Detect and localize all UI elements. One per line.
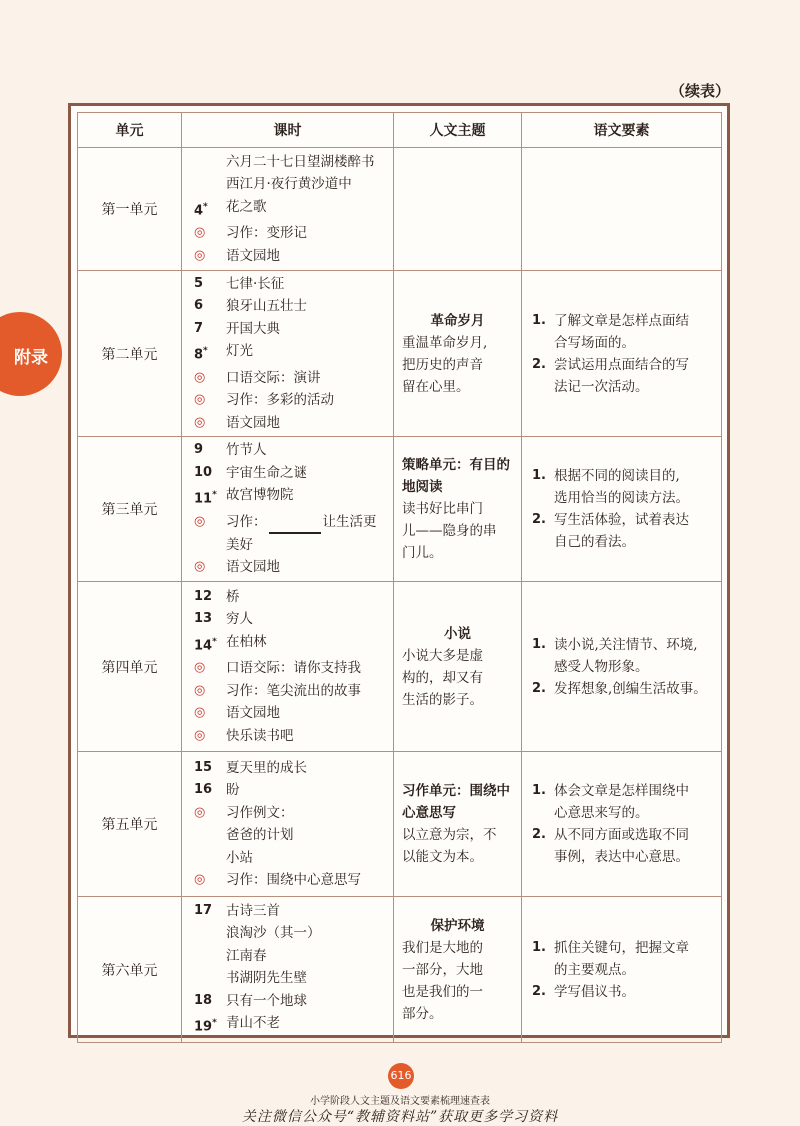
circle-marker-icon: ◎ (194, 705, 206, 721)
lessons-cell (182, 148, 394, 271)
elements-cell (522, 752, 722, 897)
lesson-title: 桥 (226, 588, 240, 605)
lesson-number (194, 534, 226, 557)
element-line: 自己的看法。 (554, 534, 635, 550)
lesson-title: 六月二十七日望湖楼醉书 (226, 153, 375, 170)
lesson-number (194, 631, 226, 658)
element-line: 体会文章是怎样围绕中 (554, 783, 689, 799)
lesson-title: 语文园地 (226, 247, 280, 264)
page-number-badge: 616 (388, 1063, 414, 1089)
optional-lesson-star-icon: * (203, 346, 208, 357)
lesson-item (194, 196, 387, 223)
lesson-item (194, 802, 387, 825)
lesson-title: 古诗三首 (226, 902, 280, 919)
lessons-cell (182, 271, 394, 437)
lessons-cell (182, 752, 394, 897)
theme-cell (394, 582, 522, 752)
lesson-number (194, 824, 226, 847)
theme-cell (394, 271, 522, 437)
lesson-title: 习作例文： (226, 804, 294, 821)
optional-lesson-star-icon: * (212, 490, 217, 501)
lesson-item (194, 757, 387, 780)
circle-marker-icon: ◎ (194, 804, 206, 820)
lesson-number (194, 1012, 226, 1039)
lesson-item (194, 222, 387, 245)
element-number: 1. (532, 312, 546, 328)
theme-line: 一部分，大地 (402, 961, 483, 978)
lesson-item (194, 631, 387, 658)
table-header-row (78, 113, 722, 148)
column-header-unit: 单元 (78, 113, 182, 148)
theme-line: 小说大多是虚 (402, 647, 483, 664)
theme-line: 构的，却又有 (402, 669, 483, 686)
lesson-item (194, 1012, 387, 1039)
element-line: 抓住关键句，把握文章 (554, 939, 689, 956)
lesson-number: 16 (194, 782, 213, 797)
element-item (532, 981, 713, 1003)
lesson-title: 语文园地 (226, 414, 280, 431)
lesson-item (194, 847, 387, 870)
circle-marker-icon: ◎ (194, 682, 206, 698)
column-header-theme: 人文主题 (394, 113, 522, 148)
fill-in-blank-line (269, 511, 321, 534)
theme-line: 以能文为本。 (402, 849, 483, 865)
lesson-number: 5 (194, 275, 204, 291)
element-line: 从不同方面或选取不同 (554, 827, 689, 843)
curriculum-table (77, 112, 722, 1043)
table-row (78, 271, 722, 437)
element-line: 了解文章是怎样点面结 (554, 312, 689, 329)
unit-cell: 第二单元 (78, 271, 182, 437)
lessons-cell (182, 897, 394, 1043)
lesson-title: 小站 (226, 849, 253, 866)
lesson-item (194, 412, 387, 435)
element-number: 2. (532, 983, 546, 999)
theme-line: 把历史的声音 (402, 356, 483, 373)
element-line: 选用恰当的阅读方法。 (554, 490, 689, 506)
theme-heading: 习作单元：围绕中心意思写 (402, 783, 510, 821)
lessons-cell (182, 582, 394, 752)
theme-line: 以立意为宗，不 (402, 827, 497, 843)
theme-line: 读书好比串门 (402, 501, 483, 517)
element-line: 写生活体验，试着表达 (554, 512, 689, 528)
lesson-title: 习作：变形记 (226, 225, 307, 242)
page-caption: 小学阶段人文主题及语文要素梳理速查表 (310, 1096, 490, 1107)
theme-line: 门儿。 (402, 545, 443, 561)
theme-cell (394, 148, 522, 271)
lesson-title-continued: 让生活更 (322, 514, 377, 531)
table-row (78, 897, 722, 1043)
lesson-item (194, 725, 387, 748)
element-item (532, 509, 713, 553)
lesson-item (194, 869, 387, 892)
lesson-title: 语文园地 (226, 705, 280, 722)
lesson-item (194, 922, 387, 945)
lesson-number (194, 945, 226, 968)
lesson-item (194, 824, 387, 847)
table-row (78, 148, 722, 271)
theme-line: 重温革命岁月, (402, 334, 488, 351)
lesson-title: 美好 (226, 536, 253, 553)
element-item (532, 937, 713, 981)
lesson-number (194, 847, 226, 870)
table-row (78, 437, 722, 582)
lesson-item (194, 990, 387, 1013)
element-number: 1. (532, 468, 546, 483)
lesson-item (194, 680, 387, 703)
table-frame (68, 103, 730, 1038)
lesson-item (194, 702, 387, 725)
element-text (554, 824, 689, 868)
lesson-number-value: 8 (194, 347, 204, 363)
lesson-title: 语文园地 (226, 559, 280, 576)
lesson-title: 江南春 (226, 947, 267, 964)
lesson-item (194, 340, 387, 367)
lesson-item (194, 608, 387, 631)
lesson-number-value: 19 (194, 1019, 213, 1035)
element-line: 的主要观点。 (554, 961, 635, 978)
lesson-item (194, 273, 387, 296)
appendix-side-tab (0, 312, 62, 396)
optional-lesson-star-icon: * (212, 1018, 217, 1029)
element-item (532, 824, 713, 868)
lesson-title: 穷人 (226, 611, 253, 628)
lesson-item (194, 462, 387, 485)
element-number: 2. (532, 512, 546, 527)
theme-line: 我们是大地的 (402, 939, 483, 956)
element-item (532, 634, 713, 678)
lesson-item (194, 586, 387, 609)
table-body (78, 148, 722, 1043)
lesson-title: 口语交际：请你支持我 (226, 660, 361, 677)
element-line: 学写倡议书。 (554, 983, 635, 1000)
lesson-item (194, 484, 387, 511)
circle-marker-icon: ◎ (194, 660, 206, 676)
circle-marker-icon: ◎ (194, 392, 206, 408)
lesson-item (194, 967, 387, 990)
circle-marker-icon: ◎ (194, 872, 206, 887)
table-row (78, 582, 722, 752)
lesson-number: 18 (194, 992, 213, 1008)
lesson-title: 爸爸的计划 (226, 827, 294, 843)
lesson-title: 西江月·夜行黄沙道中 (226, 176, 352, 193)
element-line: 根据不同的阅读目的, (554, 468, 680, 484)
theme-line: 儿——隐身的串 (402, 523, 497, 539)
theme-cell (394, 752, 522, 897)
lesson-number (194, 340, 226, 367)
circle-marker-icon: ◎ (194, 514, 206, 530)
unit-cell: 第五单元 (78, 752, 182, 897)
circle-marker-icon: ◎ (194, 225, 206, 241)
circle-marker-icon: ◎ (194, 727, 206, 743)
lesson-item (194, 657, 387, 680)
lesson-title: 习作：围绕中心意思写 (226, 872, 361, 888)
element-number: 1. (532, 939, 546, 955)
element-line: 尝试运用点面结合的写 (554, 356, 689, 373)
elements-cell (522, 897, 722, 1043)
column-header-elements: 语文要素 (522, 113, 722, 148)
element-line: 心意思来写的。 (554, 805, 649, 821)
element-number: 1. (532, 783, 546, 798)
lesson-number: 17 (194, 902, 213, 918)
elements-cell (522, 582, 722, 752)
optional-lesson-star-icon: * (203, 201, 208, 212)
lesson-title: 习作：多彩的活动 (226, 392, 334, 409)
element-text (554, 937, 689, 981)
lesson-title: 口语交际：演讲 (226, 369, 321, 386)
lesson-item (194, 173, 387, 196)
theme-heading: 保护环境 (430, 917, 485, 934)
element-text (554, 465, 689, 509)
lesson-title: 开国大典 (226, 320, 280, 337)
element-number: 1. (532, 636, 546, 652)
lesson-title: 故宫博物院 (226, 487, 294, 504)
theme-heading: 策略单元：有目的地阅读 (402, 457, 510, 495)
circle-marker-icon: ◎ (194, 414, 206, 430)
lesson-number: 15 (194, 759, 213, 775)
lesson-number-value: 4 (194, 202, 204, 218)
element-line: 合写场面的。 (554, 334, 635, 351)
elements-cell (522, 437, 722, 582)
element-line: 法记一次活动。 (554, 378, 649, 395)
element-item (532, 780, 713, 824)
lesson-item (194, 439, 387, 462)
lesson-number: 12 (194, 588, 213, 604)
lesson-title: 夏天里的成长 (226, 759, 307, 776)
lesson-number: 9 (194, 442, 204, 458)
circle-marker-icon: ◎ (194, 247, 206, 263)
lesson-number (194, 196, 226, 223)
lesson-number (194, 151, 226, 174)
lesson-number: 6 (194, 298, 204, 314)
lesson-number: 7 (194, 320, 204, 336)
circle-marker-icon: ◎ (194, 559, 206, 575)
lesson-item (194, 389, 387, 412)
theme-heading: 小说 (444, 625, 471, 642)
lesson-item (194, 511, 387, 534)
lessons-cell (182, 437, 394, 582)
unit-cell: 第六单元 (78, 897, 182, 1043)
element-text (554, 678, 707, 700)
lesson-item (194, 318, 387, 341)
unit-cell: 第四单元 (78, 582, 182, 752)
element-line: 发挥想象,创编生活故事。 (554, 680, 707, 697)
elements-cell (522, 148, 722, 271)
lesson-title: 盼 (226, 782, 240, 798)
lesson-item (194, 945, 387, 968)
watermark-text: 关注微信公众号“教辅资料站”获取更多学习资料 (241, 1109, 559, 1125)
lesson-item (194, 367, 387, 390)
lesson-title: 青山不老 (226, 1015, 280, 1032)
lesson-number-value: 11 (194, 491, 213, 507)
lesson-title: 七律·长征 (226, 275, 285, 292)
lesson-title: 浪淘沙（其一） (226, 925, 321, 942)
element-text (554, 509, 689, 553)
theme-heading: 革命岁月 (430, 312, 485, 329)
theme-line: 留在心里。 (402, 378, 470, 395)
optional-lesson-star-icon: * (212, 636, 217, 647)
theme-line: 生活的影子。 (402, 691, 483, 708)
element-line: 感受人物形象。 (554, 658, 649, 675)
element-text (554, 310, 689, 354)
lesson-number (194, 173, 226, 196)
element-number: 2. (532, 356, 546, 372)
continued-label: （续表） (669, 82, 730, 100)
lesson-title: 竹节人 (226, 442, 267, 459)
theme-line: 也是我们的一 (402, 983, 483, 1000)
element-line: 读小说,关注情节、环境, (554, 636, 698, 653)
lesson-item (194, 245, 387, 268)
element-line: 事例，表达中心意思。 (554, 849, 689, 865)
column-header-lessons: 课时 (182, 113, 394, 148)
lesson-title: 书湖阴先生壁 (226, 970, 307, 987)
appendix-side-tab-label: 附录 (14, 348, 48, 368)
table-row (78, 752, 722, 897)
lesson-title: 在柏林 (226, 633, 267, 650)
lesson-item (194, 556, 387, 579)
lesson-number (194, 922, 226, 945)
unit-cell: 第三单元 (78, 437, 182, 582)
lesson-title: 习作： (226, 514, 267, 531)
lesson-number (194, 484, 226, 511)
element-number: 2. (532, 680, 546, 696)
element-item (532, 354, 713, 398)
element-number: 2. (532, 827, 546, 842)
lesson-number-value: 14 (194, 637, 213, 653)
lesson-number: 13 (194, 611, 213, 627)
lesson-title: 快乐读书吧 (226, 727, 294, 744)
element-text (554, 981, 635, 1003)
element-text (554, 780, 689, 824)
element-item (532, 465, 713, 509)
theme-cell (394, 897, 522, 1043)
element-item (532, 678, 713, 700)
lesson-title: 花之歌 (226, 198, 267, 215)
lesson-title: 只有一个地球 (226, 992, 307, 1009)
lesson-title: 灯光 (226, 343, 253, 360)
lesson-item (194, 534, 387, 557)
circle-marker-icon: ◎ (194, 369, 206, 385)
lesson-title: 习作：笔尖流出的故事 (226, 682, 361, 699)
theme-line: 部分。 (402, 1005, 443, 1022)
lesson-item (194, 295, 387, 318)
lesson-item (194, 151, 387, 174)
unit-cell: 第一单元 (78, 148, 182, 271)
theme-cell (394, 437, 522, 582)
lesson-title: 宇宙生命之谜 (226, 464, 307, 481)
lesson-number: 10 (194, 464, 213, 480)
lesson-number (194, 967, 226, 990)
elements-cell (522, 271, 722, 437)
lesson-item (194, 900, 387, 923)
element-text (554, 354, 689, 398)
lesson-item (194, 779, 387, 802)
element-text (554, 634, 698, 678)
element-item (532, 310, 713, 354)
lesson-title: 狼牙山五壮士 (226, 298, 307, 315)
